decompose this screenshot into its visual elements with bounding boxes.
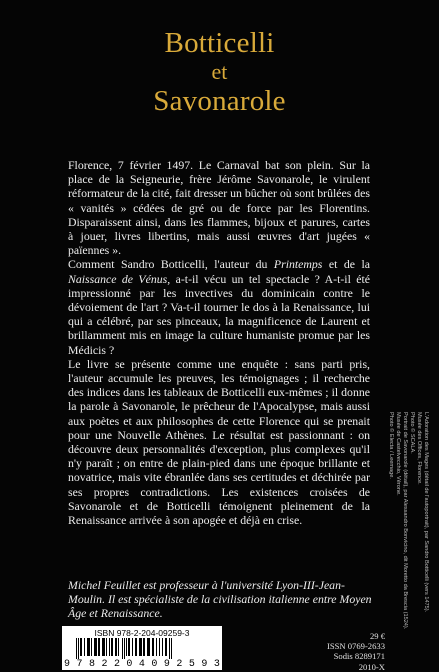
barcode-bar — [98, 638, 100, 656]
barcode-bar — [156, 638, 157, 656]
barcode-bar — [87, 638, 90, 656]
isbn-label: ISBN 978-2-204-09259-3 — [94, 628, 190, 638]
barcode-bar — [162, 638, 163, 656]
credit-line: Photo © Electa / Leemage. — [388, 412, 394, 479]
credit-line: Photo © SCALA. — [409, 412, 415, 454]
blurb-paragraph — [68, 158, 370, 257]
barcode-digit: 0 — [126, 659, 133, 670]
barcode-digit: 5 — [188, 659, 195, 670]
barcode-bar — [152, 638, 154, 656]
blurb-paragraph — [68, 357, 370, 527]
barcode-bar — [91, 638, 92, 656]
barcode-bar — [147, 638, 150, 656]
barcode-icon — [76, 638, 208, 659]
barcode-bar — [78, 638, 79, 659]
barcode-bar — [128, 638, 130, 656]
blurb-italic-text: Naissance de Vénus — [68, 271, 168, 286]
barcode-digits — [64, 659, 220, 670]
barcode-digit: 7 — [76, 659, 83, 670]
barcode-bar — [122, 638, 123, 659]
blurb-text — [68, 158, 370, 527]
barcode-bar — [102, 638, 105, 656]
image-credits-text — [387, 412, 429, 662]
blurb-text-run: et de la — [322, 257, 370, 272]
barcode-bar — [143, 638, 145, 656]
credit-line: Portrait de Savonarole (détail), par Alessandro Bonvicino, dit Moretto da Brescia (1524). — [402, 412, 408, 630]
edition-code: 2010-X — [358, 661, 385, 672]
title-line-3: Savonarole — [153, 85, 286, 117]
barcode-bar — [109, 638, 110, 656]
barcode-bar — [171, 638, 172, 659]
blurb-text-run: Florence, 7 février 1497. Le Carnaval bat son plein. Sur la place de la Seigneurie, frère Jérôme Savonarole, le virulent réformateur de la cité, fait dresser un bûcher où sont brûlées des « vanités » cédées de gré ou de force par les Florentins. Disparaissent ainsi, dans les flammes, bijoux et parures, cartes à jouer, livres libertins, mais aussi œuvres d'art jugées « païennes ». — [68, 158, 371, 258]
barcode-bar — [118, 638, 119, 656]
sodis-code: Sodis 8289171 — [333, 651, 385, 662]
barcode-digit: 3 — [213, 659, 220, 670]
barcode-bar — [115, 638, 117, 656]
barcode-bar — [139, 638, 142, 656]
image-credits — [388, 412, 437, 662]
title-line-2: et — [211, 59, 228, 84]
isbn-barcode-box — [62, 626, 222, 670]
price-block — [305, 631, 385, 672]
barcode-bar — [94, 638, 97, 656]
barcode-bar — [76, 638, 77, 659]
barcode-digit: 2 — [101, 659, 108, 670]
credit-line: Musée de Castelvecchio, Vérone. — [395, 412, 401, 496]
book-title — [0, 26, 439, 118]
barcode-bar — [106, 638, 107, 656]
barcode-digit: 9 — [201, 659, 208, 670]
barcode-digit: 0 — [151, 659, 158, 670]
barcode-digit: 4 — [138, 659, 145, 670]
blurb-paragraph — [68, 257, 370, 356]
credit-line: L'Adoration des Mages (détail de l'autoportrait), par Sandro Botticelli (vers 1475). — [423, 412, 429, 613]
blurb-italic-text: Printemps — [273, 257, 323, 272]
barcode-bar — [84, 638, 85, 656]
credit-line: Musée des Offices, Florence. — [416, 412, 422, 485]
blurb-text-run: Comment Sandro Botticelli, l'auteur du — [68, 257, 274, 272]
barcode-bar — [126, 638, 127, 656]
price: 29 € — [369, 631, 385, 641]
barcode-digit: 2 — [176, 659, 183, 670]
barcode-bar — [80, 638, 82, 656]
blurb-text-run: , a-t-il vécu un tel spectacle ? A-t-il été impressionné par les invectives du dominicain contre le dévoiement de l'art ? Va-t-il tourner le dos à la Renaissance, lui qui a célébré, par ses pinceaux, la magnificence de Laurent et brillamment mis en image la culture humaniste promue par les Médicis ? — [68, 271, 371, 357]
barcode-bar — [159, 638, 160, 656]
barcode-bar — [124, 638, 125, 659]
barcode-bar — [111, 638, 113, 656]
barcode-digit: 8 — [88, 659, 95, 670]
barcode-bar — [165, 638, 167, 656]
barcode-bar — [135, 638, 137, 656]
barcode-digit: 2 — [113, 659, 120, 670]
barcode-bar — [169, 638, 170, 659]
barcode-digit: 9 — [64, 659, 71, 670]
title-line-1: Botticelli — [164, 27, 275, 59]
blurb-text-run: Le livre se présente comme une enquête : sans parti pris, l'auteur accumule les preuves, les témoignages ; il recherche des indices dans les tableaux de Botticelli eux-mêmes ; il donne la parole à Savonarole, le prêcheur de l'Apocalypse, mais aussi aux poètes et aux philosophes de cette Florence qui se prenait pour une Nouvelle Athènes. Le résultat est passionnant : on découvre deux personnalités d'exception, plus complexes qu'il n'y paraît ; on entre de plain-pied dans une époque brillante et novatrice, mais vite ébranlée dans ses certitudes et déchirée par ses propres contradictions. Les existences croisées de Savonarole et de Botticelli témoignent pleinement de la Renaissance arrivée à son apogée et déjà en crise. — [68, 356, 370, 528]
author-bio: Michel Feuillet est professeur à l'université Lyon-III-Jean-Moulin. Il est spécialiste de la civilisation italienne entre Moyen Âge et Renaissance. — [68, 578, 372, 621]
issn: ISSN 0769-2633 — [326, 641, 385, 652]
barcode-digit: 9 — [163, 659, 170, 670]
barcode-bar — [132, 638, 133, 656]
